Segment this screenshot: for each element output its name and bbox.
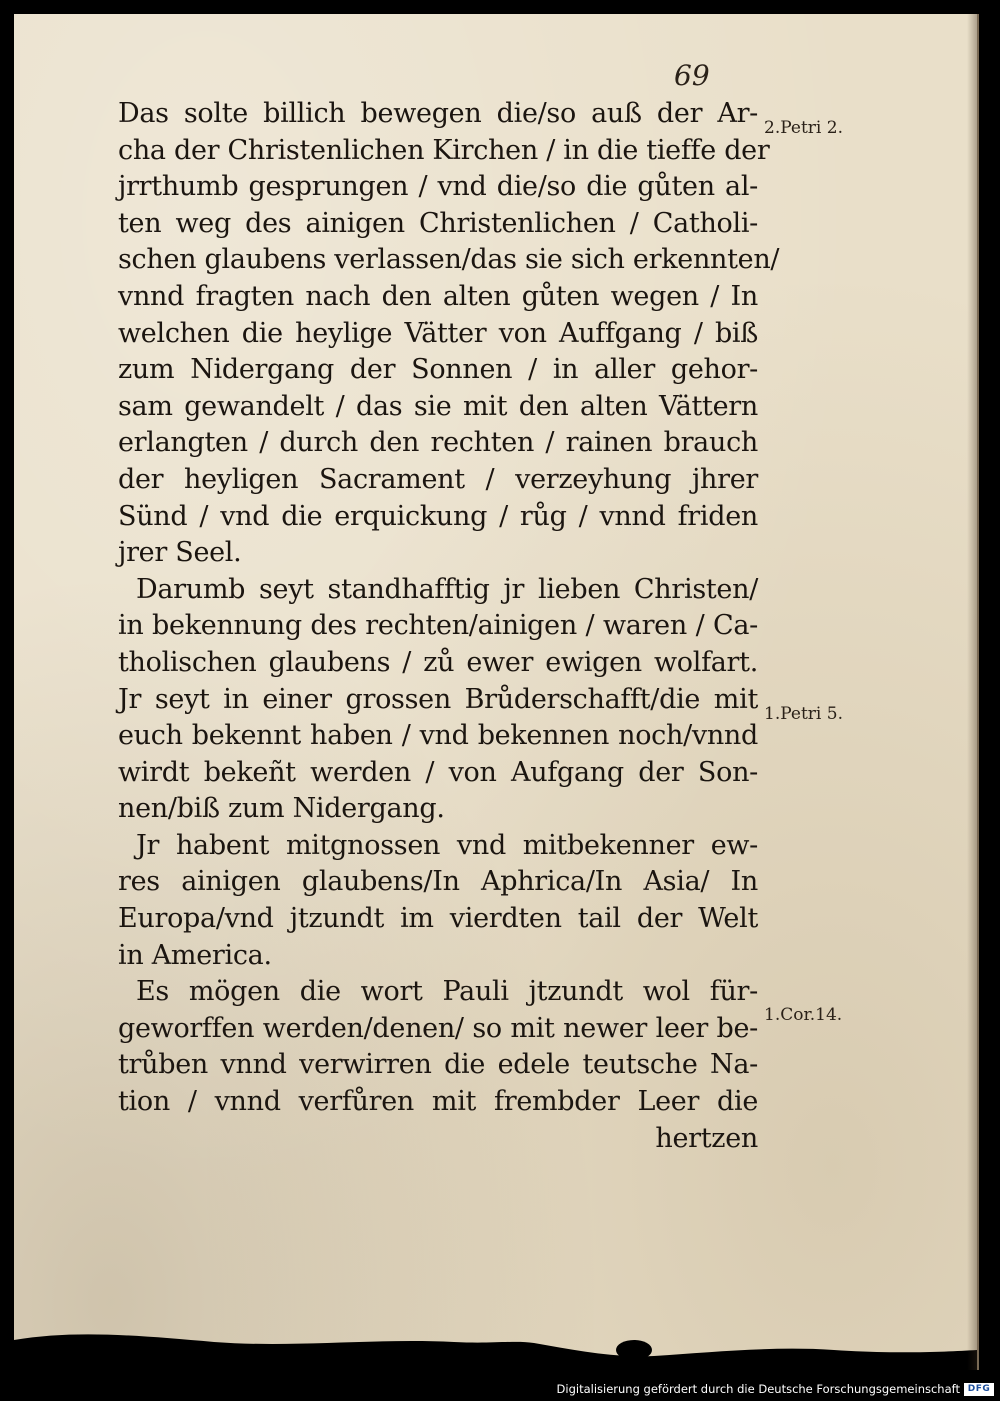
- text-line: euch bekennt haben / vnd bekennen noch/vnnd: [118, 720, 758, 752]
- paragraph: [118, 828, 758, 974]
- text-line: vnnd fragten nach den alten gůten wegen / In: [118, 280, 758, 312]
- text-line: trůben vnnd verwirren die edele teutsche Na-: [118, 1049, 758, 1081]
- text-line: tion / vnnd verfůren mit frembder Leer die: [118, 1086, 758, 1118]
- text-line: Darumb seyt standhafftig jr lieben Christen/: [136, 573, 758, 605]
- text-line: der heyligen Sacrament / verzeyhung jhrer: [118, 463, 758, 495]
- text-line: nen/biß zum Nidergang.: [118, 793, 445, 825]
- text-line: welchen die heylige Vätter von Auffgang / biß: [118, 317, 758, 349]
- book-page: [14, 14, 979, 1370]
- text-line: Jr seyt in einer grossen Brůderschafft/die mit: [118, 683, 758, 715]
- torn-page-edge: [14, 1280, 977, 1370]
- text-line: in America.: [118, 939, 272, 971]
- catchword: hertzen: [655, 1122, 758, 1154]
- paragraph: [118, 96, 780, 572]
- text-line: geworffen werden/denen/ so mit newer leer be-: [118, 1012, 758, 1044]
- funding-credit: Digitalisierung gefördert durch die Deutsche Forschungsgemeinschaft: [556, 1382, 960, 1396]
- text-line: cha der Christenlichen Kirchen / in die tieffe der: [118, 134, 770, 166]
- text-line: Jr habent mitgnossen vnd mitbekenner ew-: [136, 829, 758, 861]
- dfg-logo: DFG: [964, 1383, 994, 1396]
- text-line: jrer Seel.: [118, 537, 242, 569]
- margin-note: 1.Petri 5.: [764, 704, 843, 724]
- text-line: zum Nidergang der Sonnen / in aller gehor-: [118, 354, 758, 386]
- text-line: wirdt bekeñt werden / von Aufgang der Son-: [118, 756, 758, 788]
- text-line: in bekennung des rechten/ainigen / waren / Ca-: [118, 610, 758, 642]
- text-line: ten weg des ainigen Christenlichen / Catholi-: [118, 207, 758, 239]
- text-line: tholischen glaubens / zů ewer ewigen wolfart.: [118, 646, 758, 678]
- margin-note: 1.Cor.14.: [764, 1005, 843, 1025]
- text-line: Europa/vnd jtzundt im vierdten tail der Welt: [118, 903, 758, 935]
- text-line: erlangten / durch den rechten / rainen brauch: [118, 427, 758, 459]
- text-line: Sünd / vnd die erquickung / růg / vnnd friden: [118, 500, 758, 532]
- body-text: [118, 96, 780, 1157]
- paragraph: [118, 572, 758, 828]
- text-line: res ainigen glaubens/In Aphrica/In Asia/ In: [118, 866, 758, 898]
- text-line: Es mögen die wort Pauli jtzundt wol für-: [136, 976, 758, 1008]
- margin-note: 2.Petri 2.: [764, 118, 843, 138]
- text-line: jrrthumb gesprungen / vnd die/so die gůten al-: [118, 171, 758, 203]
- text-line: Das solte billich bewegen die/so auß der Ar-: [118, 98, 758, 129]
- text-line: schen glaubens verlassen/das sie sich erkennten/: [118, 244, 780, 276]
- paragraph: [118, 974, 758, 1120]
- page-number: 69: [674, 59, 710, 92]
- text-line: sam gewandelt / das sie mit den alten Vättern: [118, 390, 758, 422]
